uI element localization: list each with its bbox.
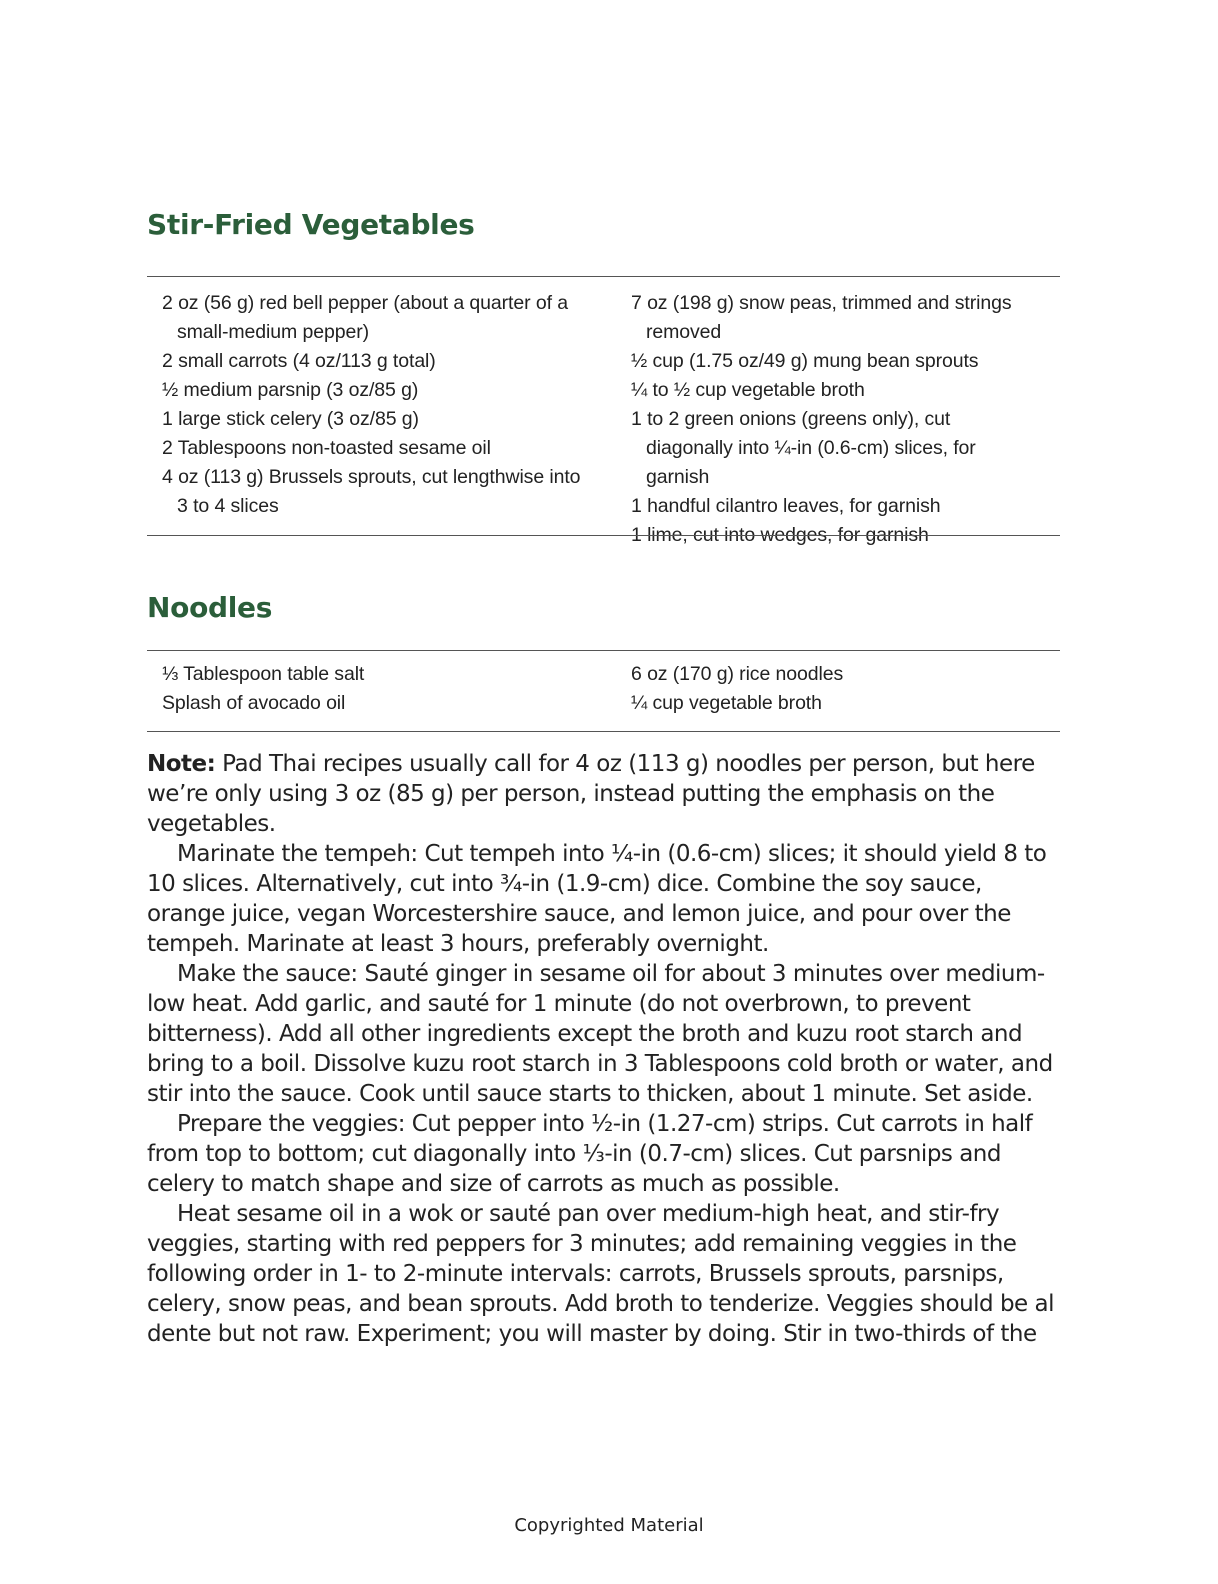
ingredient-item: 6 oz (170 g) rice noodles <box>631 663 844 685</box>
instruction-paragraph: Make the sauce: Sauté ginger in sesame oil for about 3 minutes over medium-low heat. Add garlic, and sauté for 1 minute (do not overbrown, to prevent bitterness). Add all other ingredients except the broth and kuzu root starch and bring to a boil. Dissolve kuzu root starch in 3 Tablespoons cold broth or water, and stir into the sauce. Cook until sauce starts to thicken, about 1 minute. Set aside. <box>147 961 1053 1107</box>
section-title-noodles: Noodles <box>147 591 273 624</box>
ingredient-item: 4 oz (113 g) Brussels sprouts, cut lengthwise into 3 to 4 slices <box>162 466 581 517</box>
ingredient-item: ½ medium parsnip (3 oz/85 g) <box>162 379 419 401</box>
divider <box>147 650 1060 651</box>
ingredient-item: ½ cup (1.75 oz/49 g) mung bean sprouts <box>631 350 979 372</box>
ingredient-list-right <box>631 289 1031 550</box>
ingredient-item: 2 Tablespoons non-toasted sesame oil <box>162 437 491 459</box>
ingredient-item: ⅓ Tablespoon table salt <box>162 663 365 685</box>
ingredient-item: Splash of avocado oil <box>162 692 346 714</box>
ingredient-item: ¼ to ½ cup vegetable broth <box>631 379 865 401</box>
divider <box>147 731 1060 732</box>
instruction-paragraph: Prepare the veggies: Cut pepper into ½-in (1.27-cm) strips. Cut carrots in half from top to bottom; cut diagonally into ⅓-in (0.7-cm) slices. Cut parsnips and celery to match shape and size of carrots as much as possible. <box>147 1111 1033 1197</box>
divider <box>147 276 1060 277</box>
noodle-list-right <box>631 660 1031 718</box>
ingredient-item: 1 to 2 green onions (greens only), cut diagonally into ¼-in (0.6-cm) slices, for garnish <box>631 408 976 488</box>
ingredient-item: 1 handful cilantro leaves, for garnish <box>631 495 941 517</box>
note-label: Note: <box>147 751 216 777</box>
ingredient-item: 2 oz (56 g) red bell pepper (about a quarter of a small-medium pepper) <box>162 292 568 343</box>
noodle-list-left <box>162 660 582 718</box>
note-text: Pad Thai recipes usually call for 4 oz (113 g) noodles per person, but here we’re only using 3 oz (85 g) per person, instead putting the emphasis on the vegetables. <box>147 751 1035 837</box>
instructions <box>147 749 1060 1349</box>
ingredient-list-left <box>162 289 582 521</box>
ingredient-item: ¼ cup vegetable broth <box>631 692 822 714</box>
ingredient-item: 2 small carrots (4 oz/113 g total) <box>162 350 436 372</box>
instruction-paragraph: Marinate the tempeh: Cut tempeh into ¼-in (0.6-cm) slices; it should yield 8 to 10 slices. Alternatively, cut into ¾-in (1.9-cm) dice. Combine the soy sauce, orange juice, vegan Worcestershire sauce, and lemon juice, and pour over the tempeh. Marinate at least 3 hours, preferably overnight. <box>147 841 1047 957</box>
section-title-stir-fried-vegetables: Stir-Fried Vegetables <box>147 208 475 241</box>
ingredient-item: 7 oz (198 g) snow peas, trimmed and strings removed <box>631 292 1012 343</box>
copyright-footer: Copyrighted Material <box>514 1515 704 1536</box>
ingredient-item: 1 large stick celery (3 oz/85 g) <box>162 408 419 430</box>
instruction-paragraph: Heat sesame oil in a wok or sauté pan over medium-high heat, and stir-fry veggies, starting with red peppers for 3 minutes; add remaining veggies in the following order in 1- to 2-minute intervals: carrots, Brussels sprouts, parsnips, celery, snow peas, and bean sprouts. Add broth to tenderize. Veggies should be al dente but not raw. Experiment; you will master by doing. Stir in two-thirds of the <box>147 1201 1054 1347</box>
note-paragraph <box>147 749 1060 839</box>
divider <box>147 535 1060 536</box>
ingredient-item: 1 lime, cut into wedges, for garnish <box>631 524 929 546</box>
